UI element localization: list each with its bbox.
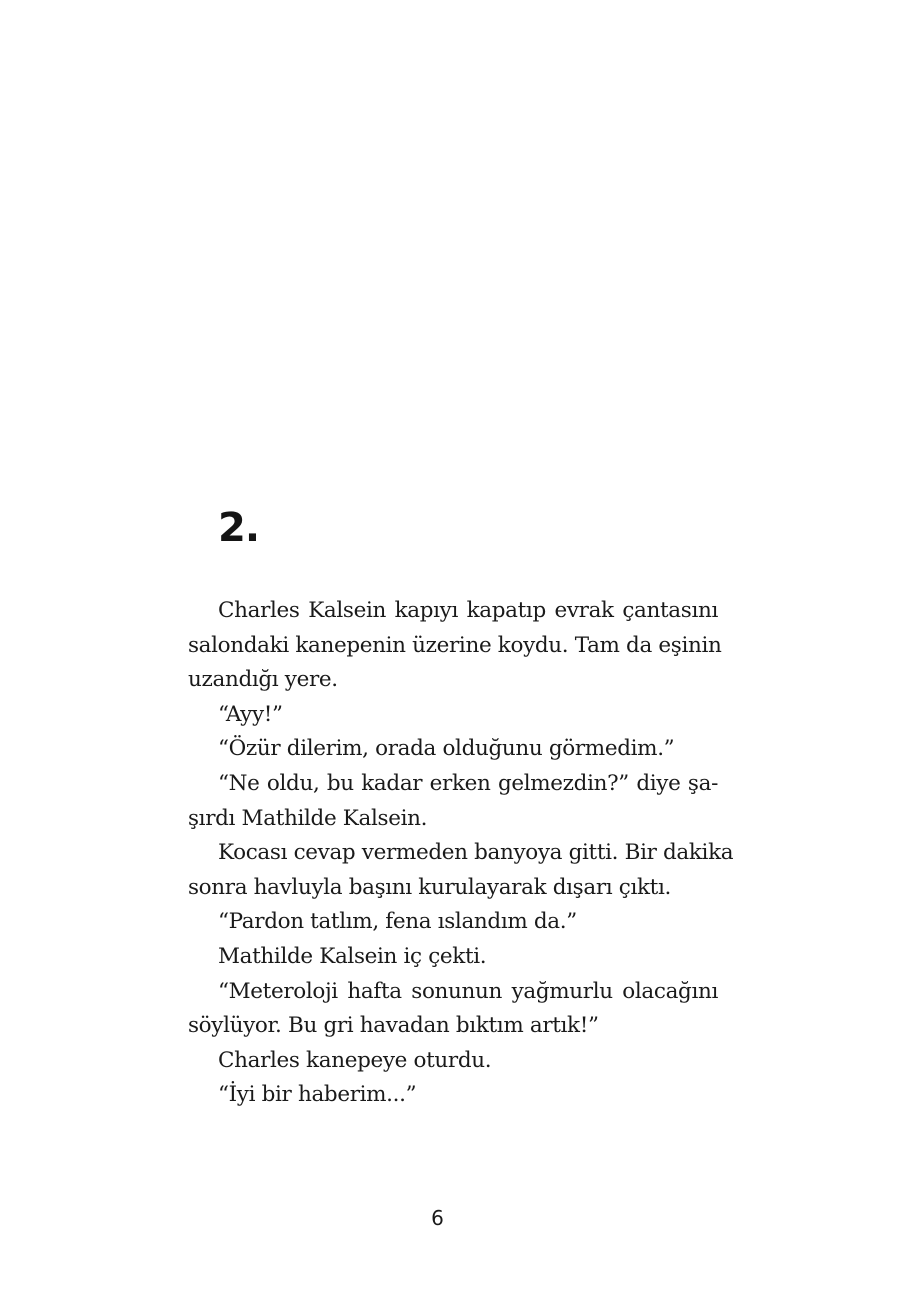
text-line: şırdı Mathilde Kalsein. — [188, 805, 428, 831]
text-line: “Özür dilerim, orada olduğunu görmedim.” — [218, 736, 675, 762]
text-line: Kocası cevap vermeden banyoya gitti. Bir dakika — [218, 840, 734, 866]
text-line: uzandığı yere. — [188, 667, 338, 693]
chapter-number: 2. — [218, 505, 260, 551]
text-line: “Ayy!” — [218, 701, 283, 727]
text-line: “İyi bir haberim...” — [218, 1082, 417, 1108]
text-line: Mathilde Kalsein iç çekti. — [218, 943, 487, 969]
text-line: Charles kanepeye oturdu. — [218, 1047, 492, 1073]
page-number: 6 — [431, 1206, 444, 1230]
text-line: “Ne oldu, bu kadar erken gelmezdin?” diye şa- — [218, 770, 718, 796]
chapter-body — [188, 594, 734, 1113]
text-line: “Pardon tatlım, fena ıslandım da.” — [218, 909, 577, 935]
text-line: sonra havluyla başını kurulayarak dışarı çıktı. — [188, 874, 671, 900]
text-line: söylüyor. Bu gri havadan bıktım artık!” — [188, 1013, 599, 1039]
text-line: “Meteroloji hafta sonunun yağmurlu olacağını — [218, 978, 718, 1004]
text-line: salondaki kanepenin üzerine koydu. Tam da eşinin — [188, 632, 722, 658]
text-line: Charles Kalsein kapıyı kapatıp evrak çantasını — [218, 598, 718, 623]
